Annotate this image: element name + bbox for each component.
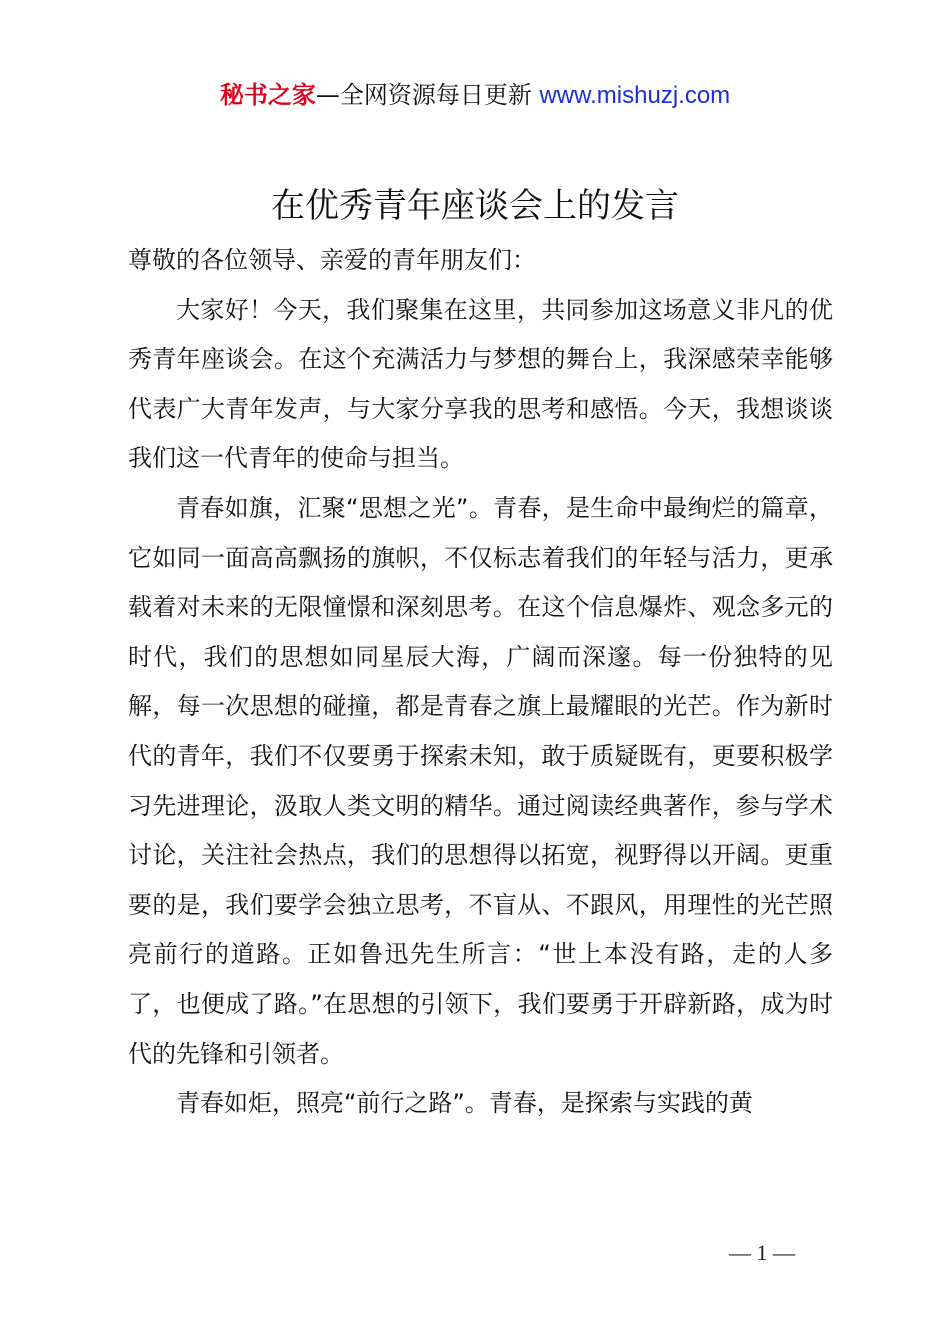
site-url-link[interactable]: www.mishuzj.com [539,82,731,109]
page-number: — 1 — [729,1240,795,1265]
site-tagline: —全网资源每日更新 [315,81,532,109]
paragraph: 青春如炬，照亮“前行之路”。青春，是探索与实践的黄 [176,1089,753,1118]
paragraph: 青春如旗，汇聚“思想之光”。青春，是生命中最绚烂的篇章，它如同一面高高飘扬的旗帜，不仅标志着我们的年轻与活力，更承载着对未来的无限憧憬和深刻思考。在这个信息爆炸、观念多元的时代，我们的思想如同星辰大海，广阔而深邃。每一份独特的见解，每一次思想的碰撞，都是青春之旗上最耀眼的光芒。作为新时代的青年，我们不仅要勇于探索未知，敢于质疑既有，更要积极学习先进理论，汲取人类文明的精华。通过阅读经典著作，参与学术讨论，关注社会热点，我们的思想得以拓宽，视野得以开阔。更重要的是，我们要学会独立思考，不盲从、不跟风，用理性的光芒照亮前行的道路。正如鲁迅先生所言：“世上本没有路，走的人多了，也便成了路。”在思想的引领下，我们要勇于开辟新路，成为时代的先锋和引领者。 [128,493,833,1068]
paragraph: 大家好！今天，我们聚集在这里，共同参加这场意义非凡的优秀青年座谈会。在这个充满活力与梦想的舞台上，我深感荣幸能够代表广大青年发声，与大家分享我的思考和感悟。今天，我想谈谈我们这一代青年的使命与担当。 [128,295,833,473]
site-header [0,78,950,113]
document-title: 在优秀青年座谈会上的发言 [271,186,679,226]
site-brand: 秘书之家 [219,81,316,109]
document-body [128,236,833,1129]
salutation: 尊敬的各位领导、亲爱的青年朋友们： [128,246,536,274]
